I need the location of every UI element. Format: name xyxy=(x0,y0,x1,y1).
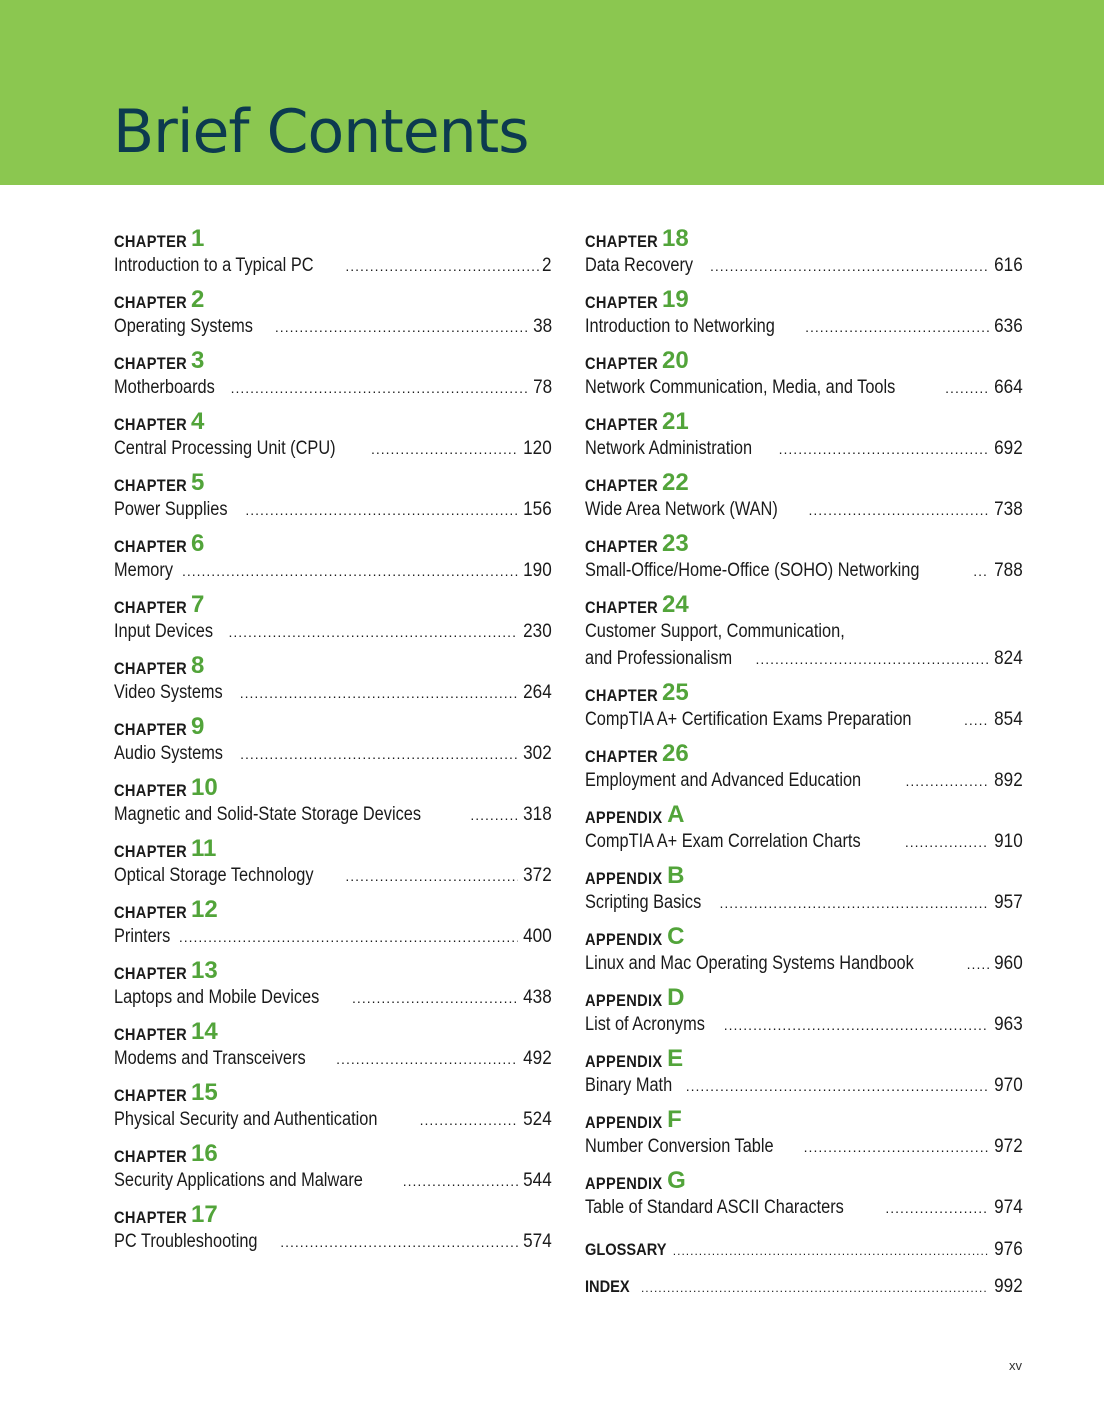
entry-page: 230 xyxy=(523,621,552,642)
entry-page: 372 xyxy=(523,865,552,886)
leader-dots xyxy=(755,646,989,672)
leader-dots xyxy=(228,619,518,645)
entry-title-line[interactable] xyxy=(585,374,1023,401)
toc-entry[interactable] xyxy=(114,1137,552,1198)
leader-dots xyxy=(245,497,518,523)
entry-keyword: CHAPTER xyxy=(114,1086,188,1105)
entry-heading xyxy=(114,344,552,374)
toc-entry[interactable] xyxy=(585,283,1023,344)
entry-title: CompTIA A+ Certification Exams Preparation xyxy=(585,709,912,730)
toc-entry[interactable] xyxy=(114,832,552,893)
entry-title-line[interactable] xyxy=(585,313,1023,340)
entry-number: 21 xyxy=(661,408,689,435)
entry-number: 1 xyxy=(190,225,205,252)
entry-title-line[interactable] xyxy=(585,889,1023,916)
toc-entry[interactable] xyxy=(114,466,552,527)
entry-page: 957 xyxy=(994,892,1023,913)
entry-title: Central Processing Unit (CPU) xyxy=(114,438,336,459)
toc-entry[interactable] xyxy=(114,954,552,1015)
entry-page: 190 xyxy=(523,560,552,581)
leader-dots xyxy=(885,1195,989,1221)
entry-number: 3 xyxy=(190,347,205,374)
entry-title: Introduction to a Typical PC xyxy=(114,255,314,276)
entry-heading xyxy=(585,981,1023,1011)
toc-entry[interactable] xyxy=(585,981,1023,1042)
entry-heading xyxy=(114,222,552,252)
leader-dots xyxy=(673,1233,989,1268)
toc-entry[interactable] xyxy=(114,222,552,283)
entry-title: Data Recovery xyxy=(585,255,694,276)
entry-page: 156 xyxy=(523,499,552,520)
entry-number: 17 xyxy=(190,1201,218,1228)
entry-title: Magnetic and Solid-State Storage Devices xyxy=(114,804,422,825)
entry-number: 10 xyxy=(190,774,218,801)
entry-title-line[interactable] xyxy=(585,767,1023,794)
entry-title-line[interactable] xyxy=(585,645,1023,672)
entry-number: 5 xyxy=(190,469,205,496)
entry-title: Motherboards xyxy=(114,377,215,398)
entry-page: 972 xyxy=(994,1136,1023,1157)
entry-number: 23 xyxy=(661,530,689,557)
entry-heading xyxy=(585,283,1023,313)
leader-dots xyxy=(345,863,518,889)
leader-dots xyxy=(345,253,539,279)
entry-keyword: CHAPTER xyxy=(114,293,188,312)
entry-title-line[interactable] xyxy=(585,252,1023,279)
entry-heading xyxy=(114,1015,552,1045)
entry-page: 524 xyxy=(523,1109,552,1130)
entry-page: 2 xyxy=(542,255,552,276)
toc-entry[interactable] xyxy=(585,676,1023,737)
entry-title: Network Administration xyxy=(585,438,753,459)
entry-keyword: APPENDIX xyxy=(585,808,663,827)
entry-title: Power Supplies xyxy=(114,499,228,520)
toc-entry[interactable] xyxy=(114,893,552,954)
entry-number: B xyxy=(667,862,685,889)
entry-number: 18 xyxy=(661,225,689,252)
entry-gap xyxy=(114,1255,552,1259)
entry-title-line[interactable] xyxy=(585,1011,1023,1038)
entry-number: 25 xyxy=(661,679,689,706)
entry-page: 738 xyxy=(994,499,1023,520)
entry-heading xyxy=(585,1164,1023,1194)
entry-keyword: CHAPTER xyxy=(114,1025,188,1044)
entry-number: 16 xyxy=(190,1140,218,1167)
entry-keyword: CHAPTER xyxy=(585,537,659,556)
header-banner xyxy=(0,0,1104,185)
leader-dots xyxy=(420,1107,519,1133)
entry-title: Network Communication, Media, and Tools xyxy=(585,377,896,398)
entry-title: CompTIA A+ Exam Correlation Charts xyxy=(585,831,861,852)
entry-heading xyxy=(585,859,1023,889)
entry-page: 318 xyxy=(523,804,552,825)
entry-heading xyxy=(114,832,552,862)
leader-dots xyxy=(686,1073,990,1099)
entry-heading xyxy=(585,405,1023,435)
entry-number: F xyxy=(667,1106,682,1133)
entry-page: 970 xyxy=(994,1075,1023,1096)
entry-heading xyxy=(585,737,1023,767)
entry-number: 14 xyxy=(190,1018,218,1045)
entry-title-line[interactable] xyxy=(114,374,552,401)
leader-dots xyxy=(809,497,990,523)
leader-dots xyxy=(945,375,989,401)
entry-keyword: CHAPTER xyxy=(114,964,188,983)
entry-keyword: CHAPTER xyxy=(585,476,659,495)
leader-dots xyxy=(470,802,518,828)
entry-heading xyxy=(585,1042,1023,1072)
leader-dots xyxy=(805,314,989,340)
page-number: xv xyxy=(1009,1358,1022,1373)
entry-page: 636 xyxy=(994,316,1023,337)
entry-title: Number Conversion Table xyxy=(585,1136,774,1157)
entry-title: Small-Office/Home-Office (SOHO) Networking xyxy=(585,560,920,581)
entry-keyword: CHAPTER xyxy=(114,537,188,556)
toc-column-right xyxy=(585,222,1023,1305)
entry-page: 120 xyxy=(523,438,552,459)
entry-keyword: APPENDIX xyxy=(585,1174,663,1193)
leader-dots xyxy=(240,741,518,767)
entry-heading xyxy=(585,676,1023,706)
entry-keyword: CHAPTER xyxy=(114,415,188,434)
entry-heading xyxy=(585,798,1023,828)
leader-dots xyxy=(905,768,989,794)
entry-title: and Professionalism xyxy=(585,648,733,669)
entry-number: 22 xyxy=(661,469,689,496)
entry-title: Video Systems xyxy=(114,682,223,703)
entry-number: 8 xyxy=(190,652,205,679)
entry-page: 960 xyxy=(994,953,1023,974)
leader-dots xyxy=(964,707,989,733)
entry-page: 400 xyxy=(523,926,552,947)
entry-page: 78 xyxy=(532,377,552,398)
entry-heading xyxy=(114,588,552,618)
entry-page: 264 xyxy=(523,682,552,703)
entry-keyword: APPENDIX xyxy=(585,991,663,1010)
entry-page: 38 xyxy=(532,316,552,337)
leader-dots xyxy=(371,436,518,462)
entry-number: E xyxy=(667,1045,684,1072)
entry-heading xyxy=(585,588,1023,618)
toc-entry[interactable] xyxy=(585,1042,1023,1103)
entry-number: 7 xyxy=(190,591,205,618)
toc-entry[interactable] xyxy=(585,405,1023,466)
entry-title-line[interactable] xyxy=(114,618,552,645)
entry-title: Scripting Basics xyxy=(585,892,702,913)
entry-keyword: APPENDIX xyxy=(585,1113,663,1132)
toc-entry[interactable] xyxy=(114,710,552,771)
entry-page: 974 xyxy=(994,1197,1023,1218)
entry-title: Table of Standard ASCII Characters xyxy=(585,1197,844,1218)
entry-page: 492 xyxy=(523,1048,552,1069)
entry-title-line[interactable] xyxy=(114,862,552,889)
entry-title-line[interactable] xyxy=(585,557,1023,584)
entry-title: Binary Math xyxy=(585,1075,673,1096)
toc-entry-index[interactable] xyxy=(585,1268,1023,1305)
entry-page: 824 xyxy=(994,648,1023,669)
entry-keyword: APPENDIX xyxy=(585,869,663,888)
entry-number: A xyxy=(667,801,685,828)
entry-heading xyxy=(585,920,1023,950)
leader-dots xyxy=(641,1270,988,1305)
toc-entry[interactable] xyxy=(585,588,1023,676)
entry-heading xyxy=(585,1103,1023,1133)
toc-entry[interactable] xyxy=(114,283,552,344)
entry-title: Modems and Transceivers xyxy=(114,1048,306,1069)
entry-title-line[interactable] xyxy=(114,984,552,1011)
entry-keyword: CHAPTER xyxy=(114,842,188,861)
entry-number: D xyxy=(667,984,685,1011)
entry-title: Operating Systems xyxy=(114,316,253,337)
toc-entry[interactable] xyxy=(114,1015,552,1076)
entry-keyword: APPENDIX xyxy=(585,930,663,949)
entry-heading xyxy=(114,710,552,740)
entry-keyword: CHAPTER xyxy=(585,232,659,251)
entry-number: 13 xyxy=(190,957,218,984)
entry-title-line[interactable] xyxy=(585,828,1023,855)
entry-title-line[interactable] xyxy=(114,1228,552,1255)
entry-title: Laptops and Mobile Devices xyxy=(114,987,320,1008)
entry-keyword: CHAPTER xyxy=(114,598,188,617)
entry-title: Optical Storage Technology xyxy=(114,865,314,886)
leader-dots xyxy=(804,1134,990,1160)
index-label: INDEX xyxy=(585,1277,630,1296)
entry-page: 438 xyxy=(523,987,552,1008)
toc-entry[interactable] xyxy=(114,649,552,710)
entry-title-line[interactable] xyxy=(585,1072,1023,1099)
entry-title: Audio Systems xyxy=(114,743,223,764)
entry-page: 616 xyxy=(994,255,1023,276)
entry-number: 2 xyxy=(190,286,205,313)
entry-title: Physical Security and Authentication xyxy=(114,1109,378,1130)
entry-keyword: CHAPTER xyxy=(114,720,188,739)
toc-column-left xyxy=(114,222,552,1259)
entry-title-line[interactable] xyxy=(114,557,552,584)
entry-title-line[interactable] xyxy=(585,1133,1023,1160)
entry-heading xyxy=(114,649,552,679)
entry-title: Customer Support, Communication, xyxy=(585,621,845,642)
entry-keyword: CHAPTER xyxy=(114,476,188,495)
entry-keyword: CHAPTER xyxy=(114,232,188,251)
entry-keyword: CHAPTER xyxy=(114,781,188,800)
toc-entry-glossary[interactable] xyxy=(585,1231,1023,1268)
entry-title: Wide Area Network (WAN) xyxy=(585,499,778,520)
entry-keyword: CHAPTER xyxy=(114,1147,188,1166)
entry-title-line[interactable] xyxy=(585,618,1023,645)
entry-title-line[interactable] xyxy=(114,740,552,767)
entry-title-line[interactable] xyxy=(585,950,1023,977)
entry-number: C xyxy=(667,923,685,950)
leader-dots xyxy=(973,558,989,584)
entry-heading xyxy=(114,1198,552,1228)
entry-title-line[interactable] xyxy=(114,496,552,523)
entry-number: 9 xyxy=(190,713,205,740)
entry-title-line[interactable] xyxy=(114,679,552,706)
entry-heading xyxy=(585,527,1023,557)
entry-number: G xyxy=(667,1167,686,1194)
entry-title-line[interactable] xyxy=(585,435,1023,462)
toc-entry[interactable] xyxy=(585,344,1023,405)
entry-title-line[interactable] xyxy=(585,706,1023,733)
entry-heading xyxy=(114,283,552,313)
entry-number: 6 xyxy=(190,530,205,557)
toc-entry[interactable] xyxy=(585,798,1023,859)
leader-dots xyxy=(182,558,518,584)
entry-title-line[interactable] xyxy=(114,801,552,828)
entry-keyword: APPENDIX xyxy=(585,1052,663,1071)
entry-page: 910 xyxy=(994,831,1023,852)
entry-title: Security Applications and Malware xyxy=(114,1170,363,1191)
entry-page: 302 xyxy=(523,743,552,764)
entry-heading xyxy=(114,893,552,923)
entry-number: 4 xyxy=(190,408,205,435)
entry-heading xyxy=(114,527,552,557)
entry-heading xyxy=(114,1137,552,1167)
toc-entry[interactable] xyxy=(585,466,1023,527)
toc-entry[interactable] xyxy=(585,222,1023,283)
entry-heading xyxy=(585,466,1023,496)
leader-dots xyxy=(967,951,990,977)
entry-heading xyxy=(114,1076,552,1106)
toc-entry[interactable] xyxy=(114,1198,552,1259)
leader-dots xyxy=(403,1168,519,1194)
toc-entry[interactable] xyxy=(114,588,552,649)
entry-keyword: CHAPTER xyxy=(585,293,659,312)
entry-number: 20 xyxy=(661,347,689,374)
entry-title-line[interactable] xyxy=(585,496,1023,523)
glossary-label: GLOSSARY xyxy=(585,1240,667,1259)
entry-gap xyxy=(585,1221,1023,1225)
entry-keyword: CHAPTER xyxy=(585,354,659,373)
entry-page: 788 xyxy=(994,560,1023,581)
entry-number: 15 xyxy=(190,1079,218,1106)
entry-title-line[interactable] xyxy=(114,1167,552,1194)
entry-title-line[interactable] xyxy=(114,313,552,340)
page-title: Brief Contents xyxy=(113,97,529,167)
toc-entry[interactable] xyxy=(585,1164,1023,1225)
entry-page: 892 xyxy=(994,770,1023,791)
leader-dots xyxy=(710,253,989,279)
entry-title: Introduction to Networking xyxy=(585,316,775,337)
toc-entry[interactable] xyxy=(114,1076,552,1137)
entry-keyword: CHAPTER xyxy=(585,415,659,434)
entry-page: 692 xyxy=(994,438,1023,459)
entry-page: 664 xyxy=(994,377,1023,398)
leader-dots xyxy=(231,375,529,401)
entry-heading xyxy=(114,466,552,496)
entry-number: 26 xyxy=(661,740,689,767)
entry-title-line[interactable] xyxy=(585,1194,1023,1221)
leader-dots xyxy=(240,680,519,706)
entry-title-line[interactable] xyxy=(114,1106,552,1133)
entry-heading xyxy=(585,344,1023,374)
entry-title: PC Troubleshooting xyxy=(114,1231,258,1252)
entry-title: Input Devices xyxy=(114,621,214,642)
entry-keyword: CHAPTER xyxy=(114,1208,188,1227)
leader-dots xyxy=(275,314,529,340)
index-page: 992 xyxy=(994,1276,1023,1297)
entry-keyword: CHAPTER xyxy=(585,747,659,766)
entry-page: 854 xyxy=(994,709,1023,730)
toc-entry[interactable] xyxy=(114,405,552,466)
leader-dots xyxy=(179,924,518,950)
entry-number: 11 xyxy=(190,835,217,862)
toc-entry[interactable] xyxy=(114,527,552,588)
entry-number: 19 xyxy=(661,286,689,313)
leader-dots xyxy=(779,436,990,462)
entry-keyword: CHAPTER xyxy=(585,686,659,705)
entry-title: List of Acronyms xyxy=(585,1014,705,1035)
toc-entry[interactable] xyxy=(585,1103,1023,1164)
entry-title: Linux and Mac Operating Systems Handbook xyxy=(585,953,914,974)
entry-number: 24 xyxy=(661,591,689,618)
entry-page: 574 xyxy=(523,1231,552,1252)
entry-heading xyxy=(585,222,1023,252)
entry-keyword: CHAPTER xyxy=(585,598,659,617)
entry-keyword: CHAPTER xyxy=(114,354,188,373)
leader-dots xyxy=(720,890,990,916)
leader-dots xyxy=(352,985,518,1011)
leader-dots xyxy=(724,1012,990,1038)
toc-entry[interactable] xyxy=(114,344,552,405)
entry-keyword: CHAPTER xyxy=(114,659,188,678)
entry-title: Memory xyxy=(114,560,174,581)
entry-page: 963 xyxy=(994,1014,1023,1035)
leader-dots xyxy=(280,1229,518,1255)
toc-entry[interactable] xyxy=(585,527,1023,588)
entry-title-line[interactable] xyxy=(114,435,552,462)
entry-heading xyxy=(114,771,552,801)
entry-number: 12 xyxy=(190,896,218,923)
entry-keyword: CHAPTER xyxy=(114,903,188,922)
entry-title-line[interactable] xyxy=(114,1045,552,1072)
entry-title: Printers xyxy=(114,926,171,947)
toc-entry[interactable] xyxy=(585,920,1023,981)
leader-dots xyxy=(905,829,989,855)
glossary-page: 976 xyxy=(994,1239,1023,1260)
toc-entry[interactable] xyxy=(114,771,552,832)
entry-title: Employment and Advanced Education xyxy=(585,770,862,791)
entry-page: 544 xyxy=(523,1170,552,1191)
entry-heading xyxy=(114,405,552,435)
toc-entry[interactable] xyxy=(585,737,1023,798)
entry-title-line[interactable] xyxy=(114,252,552,279)
entry-title-line[interactable] xyxy=(114,923,552,950)
leader-dots xyxy=(336,1046,518,1072)
entry-heading xyxy=(114,954,552,984)
toc-entry[interactable] xyxy=(585,859,1023,920)
